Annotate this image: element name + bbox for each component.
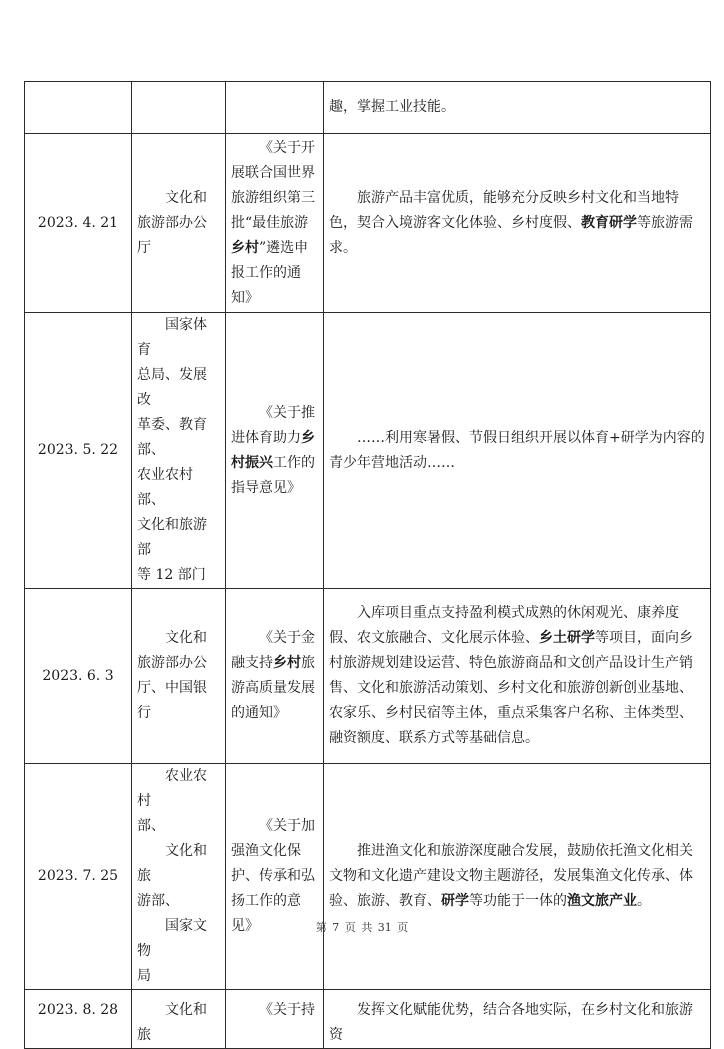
document-title-cell: 《关于加强渔文化保护、传承和弘扬工作的意见》 <box>226 764 324 990</box>
table-row <box>25 82 711 134</box>
table-row <box>25 589 711 764</box>
table-row <box>25 134 711 313</box>
document-title-cell: 《关于持 <box>226 990 324 1049</box>
highlight-keyword: 乡村振兴 <box>231 429 315 471</box>
date-cell: 2023. 5. 22 <box>25 313 132 589</box>
policy-table <box>24 81 711 1049</box>
department-cell: 文化和旅游部办公厅 <box>132 134 226 313</box>
page-number: 第 7 页 共 31 页 <box>315 921 409 934</box>
department-cell: 农业农村 部、 文化和旅 游部、 国家文物 局 <box>132 764 226 990</box>
content-cell: 入库项目重点支持盈利模式成熟的休闲观光、康养度假、农文旅融合、文化展示体验、乡土研学等项目，面向乡村旅游规划建设运营、特色旅游商品和文创产品设计生产销售、文化和旅游活动策划、乡村文化和旅游创新创业基地、农家乐、乡村民宿等主体，重点采集客户名称、主体类型、融资额度、联系方式等基础信息。 <box>324 589 711 764</box>
table-row <box>25 764 711 990</box>
date-cell <box>25 82 132 134</box>
department-cell <box>132 82 226 134</box>
document-title-cell: 《关于推进体育助力乡村振兴工作的指导意见》 <box>226 313 324 589</box>
content-cell: 发挥文化赋能优势，结合各地实际，在乡村文化和旅游资 <box>324 990 711 1049</box>
date-cell: 2023. 8. 28 <box>25 990 132 1049</box>
table-row <box>25 313 711 589</box>
date-cell: 2023. 4. 21 <box>25 134 132 313</box>
document-title-cell: 《关于金融支持乡村旅游高质量发展的通知》 <box>226 589 324 764</box>
date-cell: 2023. 7. 25 <box>25 764 132 990</box>
document-title-cell: 《关于开展联合国世界旅游组织第三批“最佳旅游乡村”遴选申报工作的通知》 <box>226 134 324 313</box>
document-title-cell <box>226 82 324 134</box>
highlight-keyword: 研学 <box>441 893 469 909</box>
content-cell: 推进渔文化和旅游深度融合发展，鼓励依托渔文化相关文物和文化遗产建设文物主题游径，发展集渔文化传承、体验、旅游、教育、研学等功能于一体的渔文旅产业。 <box>324 764 711 990</box>
highlight-keyword: 乡村 <box>273 655 301 671</box>
highlight-keyword: 渔文旅产业 <box>567 893 637 909</box>
current-page-number: 7 <box>332 921 340 934</box>
department-cell: 国家体育 总局、发展改 革委、教育部、 农业农村部、 文化和旅游部 等 12 部门 <box>132 313 226 589</box>
content-cell <box>324 82 711 134</box>
department-cell: 文化和旅游部办公厅、中国银行 <box>132 589 226 764</box>
highlight-keyword: 乡村 <box>231 239 259 256</box>
total-page-count: 31 <box>377 921 392 934</box>
table-row <box>25 990 711 1049</box>
content-cell: 旅游产品丰富优质，能够充分反映乡村文化和当地特色，契合入境游客文化体验、乡村度假、教育研学等旅游需求。 <box>324 134 711 313</box>
highlight-keyword: 乡土研学 <box>539 630 595 646</box>
highlight-keyword: 教育研学 <box>581 214 637 231</box>
content-cell: ……利用寒暑假、节假日组织开展以体育+研学为内容的青少年营地活动…… <box>324 313 711 589</box>
content-text: 趣，掌握工业技能。 <box>329 99 455 115</box>
department-cell: 文化和旅 <box>132 990 226 1049</box>
date-cell: 2023. 6. 3 <box>25 589 132 764</box>
